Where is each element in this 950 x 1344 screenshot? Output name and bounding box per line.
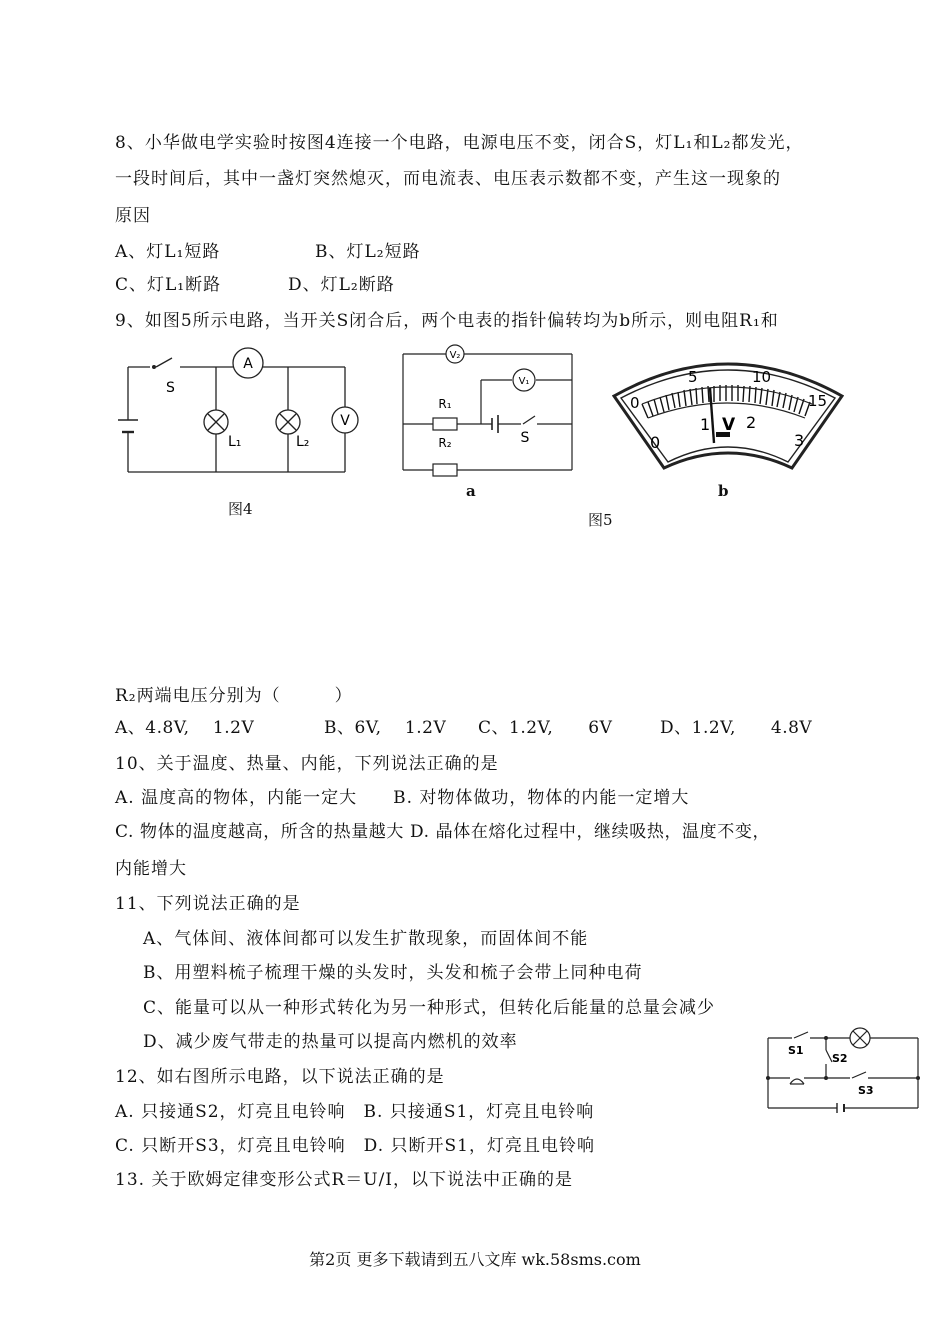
q11-option-a: A、气体间、液体间都可以发生扩散现象，而固体间不能 [143,929,589,949]
figure-5a-circuit [395,342,580,482]
q8-line-3: 原因 [115,206,151,226]
scale-top-5: 5 [688,368,698,386]
q8-option-c: C、灯L₁断路 [115,275,222,295]
r2-label: R₂ [438,436,452,450]
lamp2-label: L₂ [296,434,310,450]
ammeter-label: A [243,356,253,372]
q12-s2-label: S2 [832,1052,848,1065]
figure-5-caption: 图5 [588,511,613,529]
q8-option-d: D、灯L₂断路 [288,275,395,295]
figure-5b-label: b [718,482,729,500]
q11-option-c: C、能量可以从一种形式转化为另一种形式，但转化后能量的总量会减少 [143,998,716,1018]
switch-label: S [166,380,175,396]
q10-line-3: C. 物体的温度越高，所含的热量越大 D. 晶体在熔化过程中，继续吸热，温度不变， [115,822,771,842]
figure-4-circuit [110,340,370,485]
scale-bottom-3: 3 [794,431,805,450]
figure-4-caption: 图4 [228,500,253,518]
figure-q12-circuit [762,1024,922,1114]
q10-line-2: A. 温度高的物体，内能一定大 B. 对物体做功，物体的内能一定增大 [115,788,690,808]
q11-option-d: D、减少废气带走的热量可以提高内燃机的效率 [143,1032,518,1052]
v1-label: V₁ [518,376,530,387]
q10-stem: 10、关于温度、热量、内能，下列说法正确的是 [115,754,499,774]
r1-label: R₁ [438,397,452,411]
scale-top-0: 0 [630,394,640,412]
q12-s3-label: S3 [858,1084,874,1097]
q11-stem: 11、下列说法正确的是 [115,894,301,914]
q13-stem: 13. 关于欧姆定律变形公式R＝U/I，以下说法中正确的是 [115,1170,574,1190]
page-footer: 第2页 更多下载请到五八文库 wk.58sms.com [309,1250,641,1269]
v2-label: V₂ [449,350,461,361]
q12-stem: 12、如右图所示电路，以下说法正确的是 [115,1067,445,1087]
meter-unit: V [722,415,736,435]
scale-bottom-2: 2 [746,413,757,432]
q9-option-d: D、1.2V, 4.8V [660,718,813,738]
scale-bottom-1: 1 [700,415,711,434]
q8-line-2: 一段时间后，其中一盏灯突然熄灭，而电流表、电压表示数都不变，产生这一现象的 [115,169,781,189]
q9-option-a: A、4.8V, 1.2V [115,718,255,738]
fig5-switch-label: S [520,430,530,446]
q12-s1-label: S1 [788,1044,804,1057]
q8-option-a: A、灯L₁短路 [115,242,221,262]
scale-bottom-0: 0 [650,433,661,452]
scale-top-10: 10 [752,368,772,386]
q12-line-2: A. 只接通S2，灯亮且电铃响 B. 只接通S1，灯亮且电铃响 [115,1102,595,1122]
q10-line-4: 内能增大 [115,859,187,879]
figure-5b-meter [612,348,844,476]
q9-option-c: C、1.2V, 6V [478,718,613,738]
q11-option-b: B、用塑料梳子梳理干燥的头发时，头发和梳子会带上同种电荷 [143,963,643,983]
lamp1-label: L₁ [228,434,242,450]
figure-5a-label: a [466,482,476,500]
q9-option-b: B、6V, 1.2V [324,718,447,738]
scale-top-15: 15 [808,392,828,410]
q9-line-2: R₂两端电压分别为（ ） [115,686,353,706]
q8-line-1: 8、小华做电学实验时按图4连接一个电路，电源电压不变，闭合S，灯L₁和L₂都发光， [115,133,804,153]
q8-option-b: B、灯L₂短路 [315,242,421,262]
q12-line-3: C. 只断开S3，灯亮且电铃响 D. 只断开S1，灯亮且电铃响 [115,1136,595,1156]
q9-line-1: 9、如图5所示电路，当开关S闭合后，两个电表的指针偏转均为b所示，则电阻R₁和 [115,311,779,331]
voltmeter-label: V [340,413,350,429]
